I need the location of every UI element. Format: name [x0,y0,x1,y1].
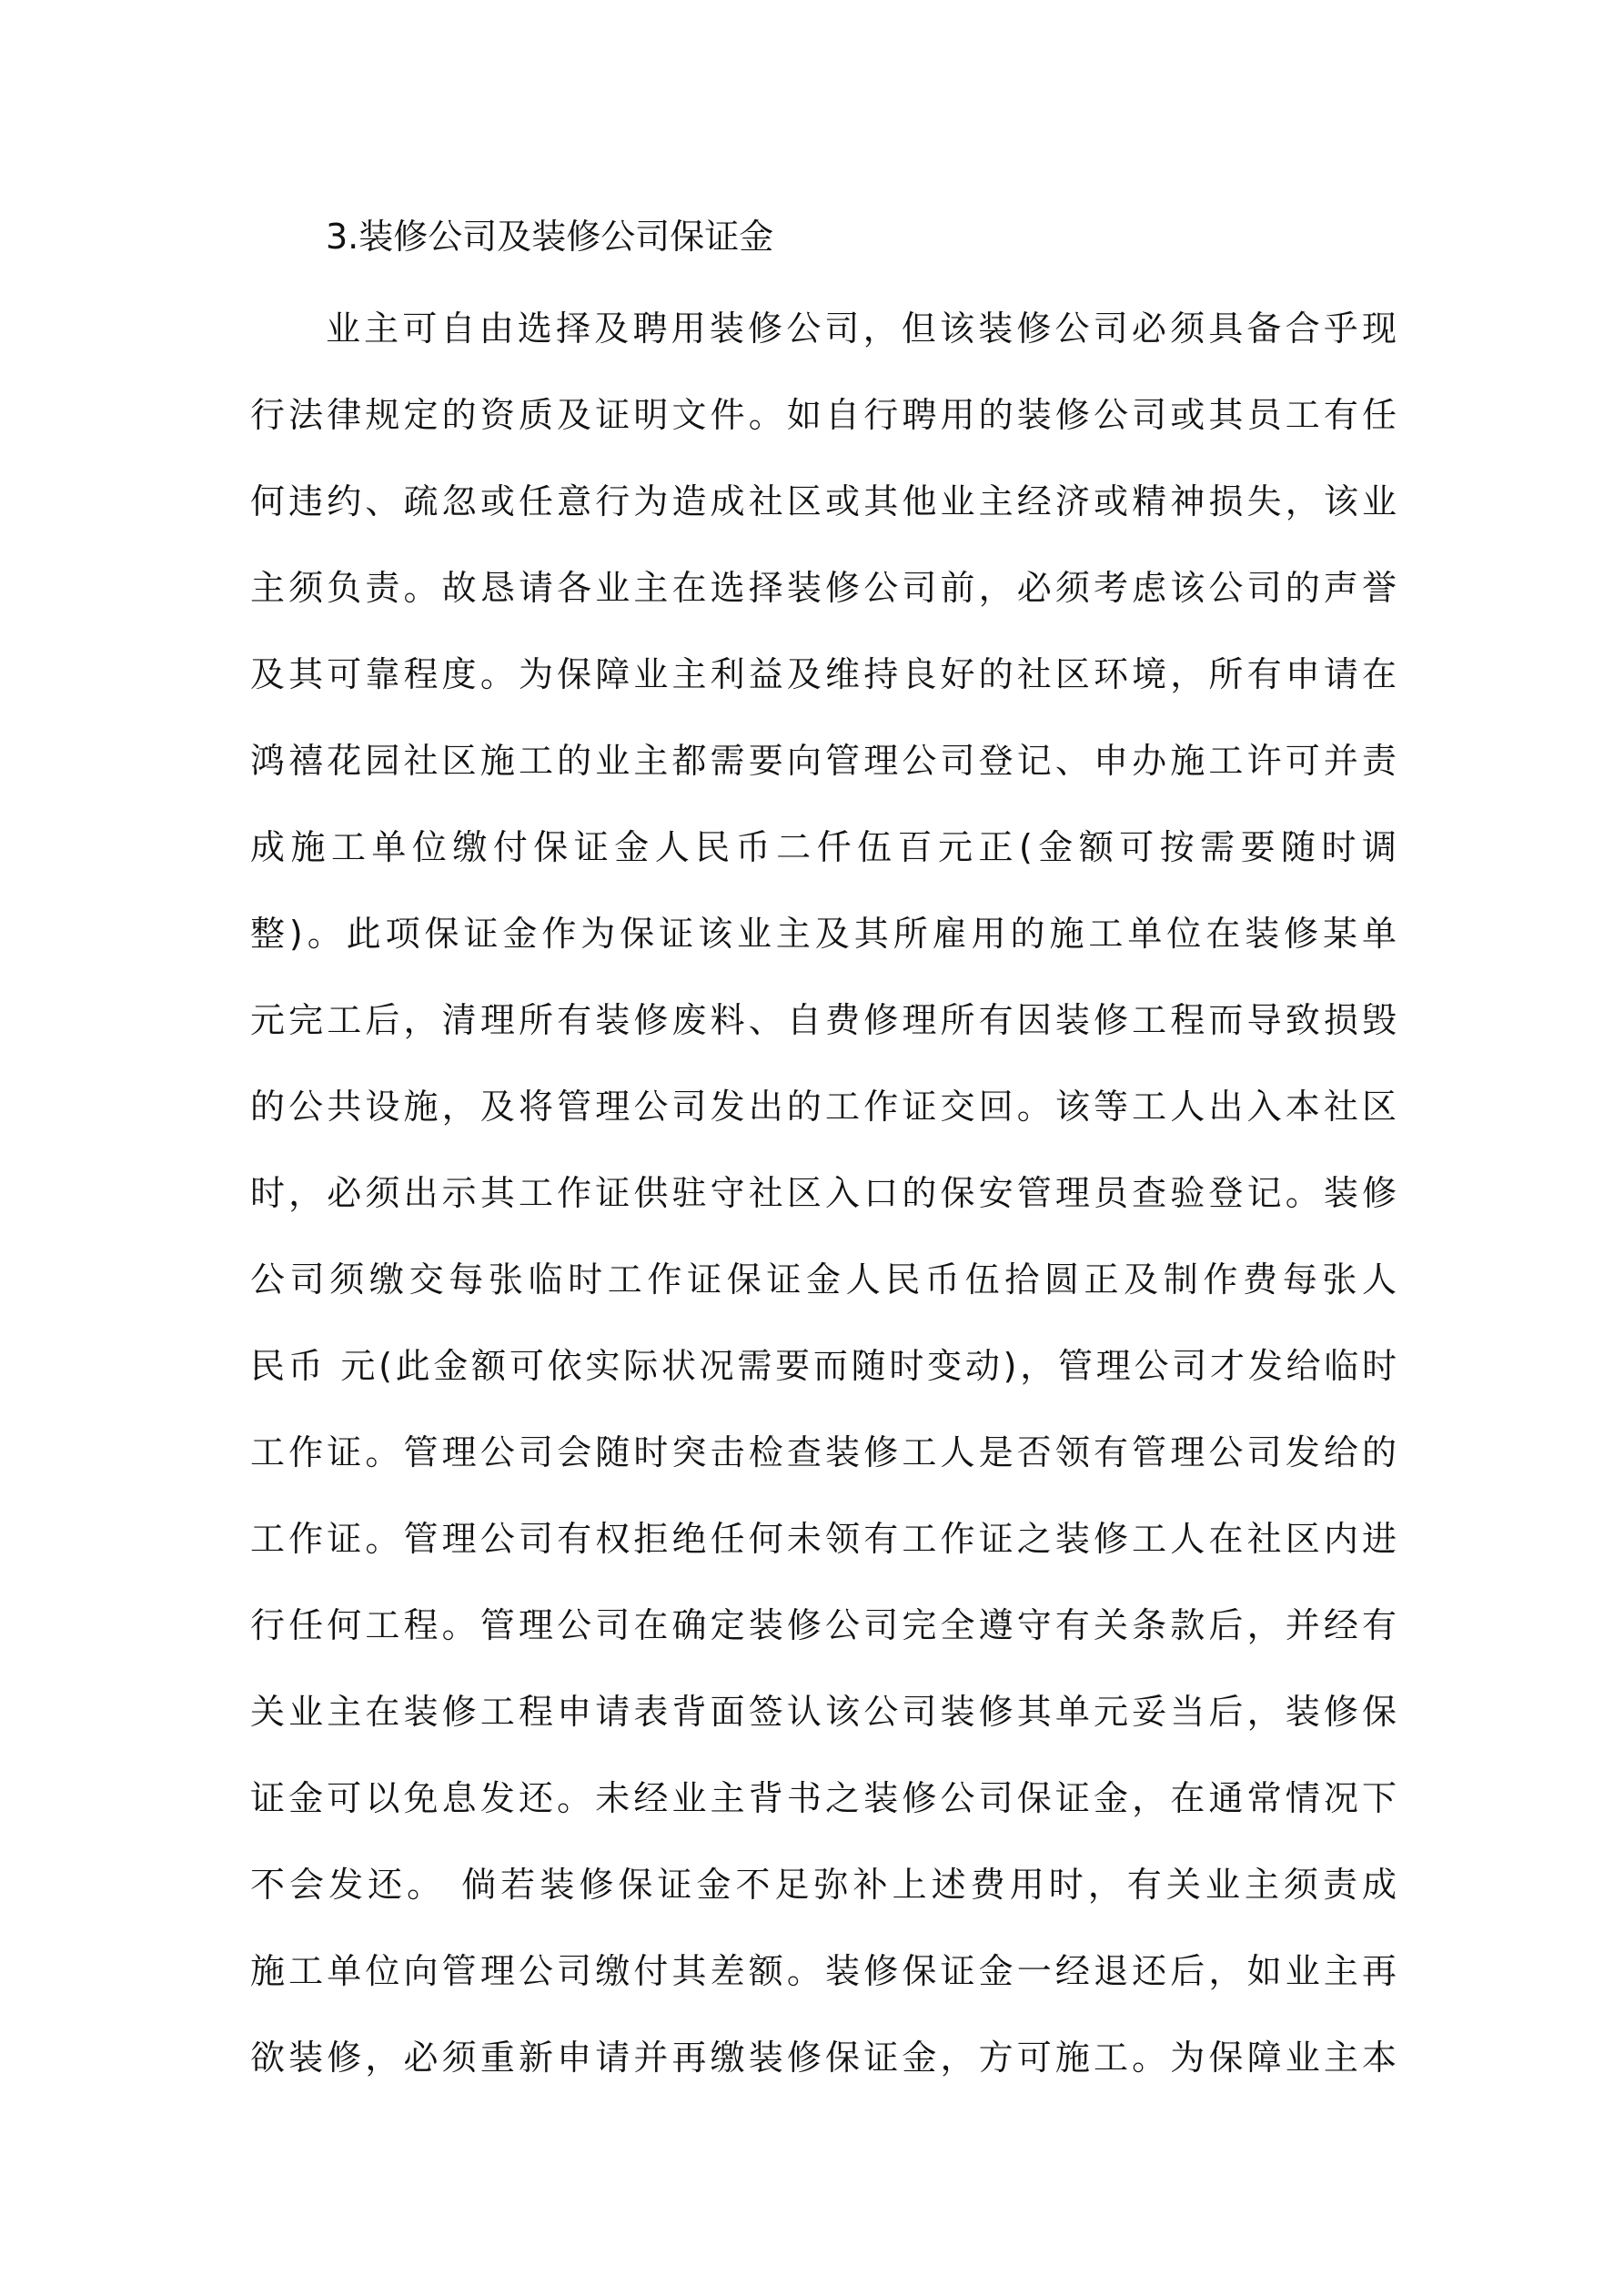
paragraph-line: 成施工单位缴付保证金人民币二仟伍百元正(金额可按需要随时调 [250,827,1397,867]
paragraph-line: 证金可以免息发还。未经业主背书之装修公司保证金，在通常情况下 [250,1778,1397,1818]
paragraph-line: 欲装修，必须重新申请并再缴装修保证金，方可施工。为保障业主本 [250,2038,1397,2078]
paragraph-line: 工作证。管理公司会随时突击检查装修工人是否领有管理公司发给的 [250,1432,1397,1472]
paragraph-line: 的公共设施，及将管理公司发出的工作证交回。该等工人出入本社区 [250,1087,1397,1127]
paragraph-line: 元完工后，清理所有装修废料、自费修理所有因装修工程而导致损毁 [250,1000,1397,1040]
paragraph-line: 何违约、疏忽或任意行为造成社区或其他业主经济或精神损失，该业 [250,481,1397,521]
paragraph-line: 及其可靠程度。为保障业主利益及维持良好的社区环境，所有申请在 [250,654,1397,694]
paragraph-line: 不会发还。 倘若装修保证金不足弥补上述费用时，有关业主须责成 [250,1865,1397,1905]
paragraph-line: 主须负责。故恳请各业主在选择装修公司前，必须考虑该公司的声誉 [250,568,1397,608]
paragraph-line: 鸿禧花园社区施工的业主都需要向管理公司登记、申办施工许可并责 [250,741,1397,781]
paragraph-line: 业主可自由选择及聘用装修公司，但该装修公司必须具备合乎现 [326,308,1397,349]
paragraph-line: 工作证。管理公司有权拒绝任何未领有工作证之装修工人在社区内进 [250,1519,1397,1559]
paragraph-line: 施工单位向管理公司缴付其差额。装修保证金一经退还后，如业主再 [250,1951,1397,1991]
paragraph-line: 整)。此项保证金作为保证该业主及其所雇用的施工单位在装修某单 [250,914,1397,954]
paragraph-line: 时，必须出示其工作证供驻守社区入口的保安管理员查验登记。装修 [250,1173,1397,1213]
paragraph-line: 民币 元(此金额可依实际状况需要而随时变动)，管理公司才发给临时 [250,1346,1397,1386]
paragraph-line: 关业主在装修工程申请表背面签认该公司装修其单元妥当后，装修保 [250,1692,1397,1732]
section-heading: 3.装修公司及装修公司保证金 [326,217,774,257]
paragraph-line: 行任何工程。管理公司在确定装修公司完全遵守有关条款后，并经有 [250,1605,1397,1645]
paragraph-line: 行法律规定的资质及证明文件。如自行聘用的装修公司或其员工有任 [250,395,1397,435]
paragraph-line: 公司须缴交每张临时工作证保证金人民币伍拾圆正及制作费每张人 [250,1259,1397,1300]
